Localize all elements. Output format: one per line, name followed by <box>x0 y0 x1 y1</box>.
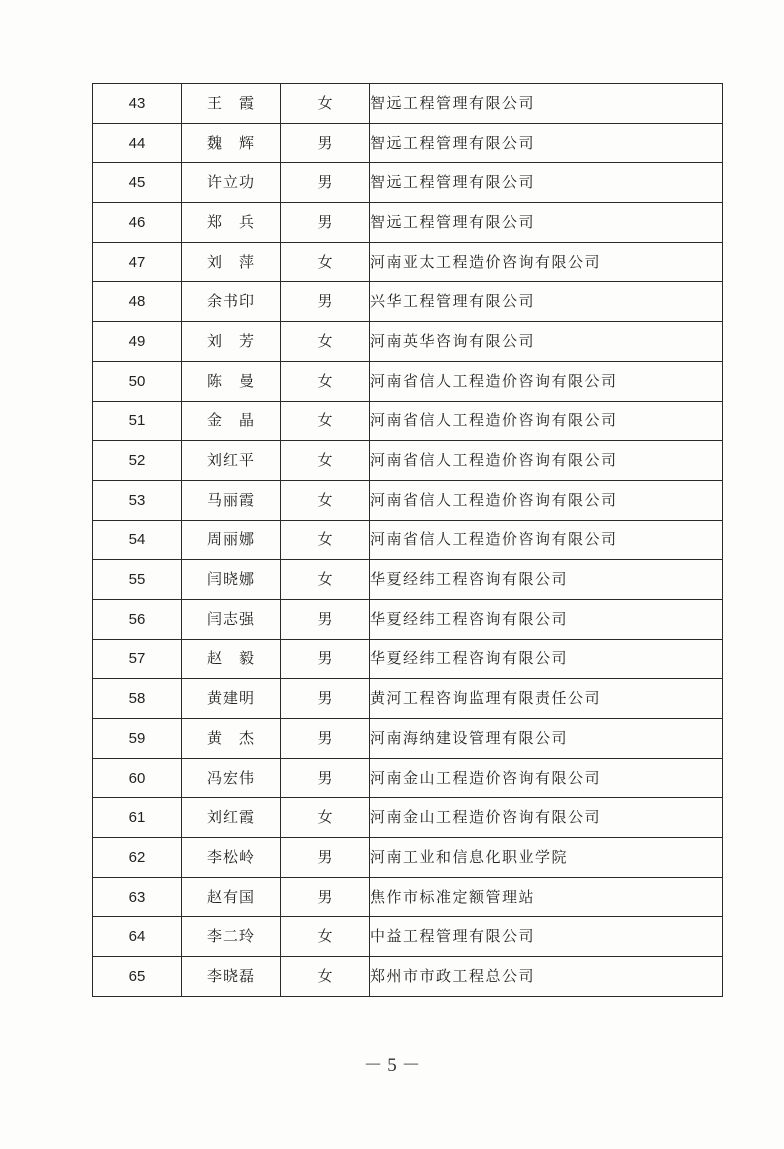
gender-cell: 女 <box>281 917 370 957</box>
gender-cell: 女 <box>281 957 370 997</box>
gender-cell: 女 <box>281 480 370 520</box>
row-number-cell: 58 <box>93 679 182 719</box>
row-number-cell: 48 <box>93 282 182 322</box>
roster-table-body <box>93 84 723 997</box>
table-row <box>93 480 723 520</box>
organization-cell: 河南工业和信息化职业学院 <box>370 838 723 878</box>
name-cell: 许立功 <box>182 163 281 203</box>
organization-cell: 智远工程管理有限公司 <box>370 123 723 163</box>
name-cell: 刘红平 <box>182 441 281 481</box>
row-number-cell: 63 <box>93 877 182 917</box>
name-cell: 刘红霞 <box>182 798 281 838</box>
table-row <box>93 123 723 163</box>
organization-cell: 河南金山工程造价咨询有限公司 <box>370 798 723 838</box>
organization-cell: 河南省信人工程造价咨询有限公司 <box>370 401 723 441</box>
gender-cell: 男 <box>281 203 370 243</box>
table-row <box>93 679 723 719</box>
roster-table <box>92 83 723 997</box>
table-row <box>93 163 723 203</box>
row-number-cell: 54 <box>93 520 182 560</box>
row-number-cell: 47 <box>93 242 182 282</box>
row-number-cell: 61 <box>93 798 182 838</box>
row-number-cell: 49 <box>93 322 182 362</box>
gender-cell: 男 <box>281 719 370 759</box>
organization-cell: 河南省信人工程造价咨询有限公司 <box>370 480 723 520</box>
gender-cell: 女 <box>281 84 370 124</box>
name-cell: 郑 兵 <box>182 203 281 243</box>
organization-cell: 智远工程管理有限公司 <box>370 84 723 124</box>
name-cell: 陈 曼 <box>182 361 281 401</box>
name-cell: 魏 辉 <box>182 123 281 163</box>
table-row <box>93 282 723 322</box>
gender-cell: 女 <box>281 441 370 481</box>
organization-cell: 河南省信人工程造价咨询有限公司 <box>370 361 723 401</box>
row-number-cell: 60 <box>93 758 182 798</box>
gender-cell: 男 <box>281 163 370 203</box>
name-cell: 刘 萍 <box>182 242 281 282</box>
gender-cell: 男 <box>281 679 370 719</box>
name-cell: 李晓磊 <box>182 957 281 997</box>
table-row <box>93 361 723 401</box>
organization-cell: 河南金山工程造价咨询有限公司 <box>370 758 723 798</box>
gender-cell: 女 <box>281 560 370 600</box>
gender-cell: 男 <box>281 599 370 639</box>
row-number-cell: 51 <box>93 401 182 441</box>
table-row <box>93 917 723 957</box>
gender-cell: 男 <box>281 282 370 322</box>
row-number-cell: 59 <box>93 719 182 759</box>
table-row <box>93 203 723 243</box>
organization-cell: 黄河工程咨询监理有限责任公司 <box>370 679 723 719</box>
organization-cell: 焦作市标准定额管理站 <box>370 877 723 917</box>
row-number-cell: 46 <box>93 203 182 243</box>
row-number-cell: 65 <box>93 957 182 997</box>
row-number-cell: 43 <box>93 84 182 124</box>
table-row <box>93 441 723 481</box>
organization-cell: 中益工程管理有限公司 <box>370 917 723 957</box>
row-number-cell: 62 <box>93 838 182 878</box>
row-number-cell: 55 <box>93 560 182 600</box>
gender-cell: 男 <box>281 123 370 163</box>
organization-cell: 河南省信人工程造价咨询有限公司 <box>370 441 723 481</box>
name-cell: 周丽娜 <box>182 520 281 560</box>
row-number-cell: 53 <box>93 480 182 520</box>
organization-cell: 智远工程管理有限公司 <box>370 163 723 203</box>
row-number-cell: 52 <box>93 441 182 481</box>
organization-cell: 华夏经纬工程咨询有限公司 <box>370 599 723 639</box>
row-number-cell: 45 <box>93 163 182 203</box>
organization-cell: 河南亚太工程造价咨询有限公司 <box>370 242 723 282</box>
table-row <box>93 560 723 600</box>
gender-cell: 男 <box>281 639 370 679</box>
name-cell: 冯宏伟 <box>182 758 281 798</box>
name-cell: 闫志强 <box>182 599 281 639</box>
name-cell: 闫晓娜 <box>182 560 281 600</box>
name-cell: 金 晶 <box>182 401 281 441</box>
page-number: － 5 － <box>363 1055 421 1076</box>
table-row <box>93 719 723 759</box>
gender-cell: 女 <box>281 361 370 401</box>
organization-cell: 河南英华咨询有限公司 <box>370 322 723 362</box>
gender-cell: 男 <box>281 758 370 798</box>
table-row <box>93 520 723 560</box>
table-row <box>93 639 723 679</box>
row-number-cell: 56 <box>93 599 182 639</box>
table-row <box>93 599 723 639</box>
table-row <box>93 838 723 878</box>
table-row <box>93 242 723 282</box>
gender-cell: 女 <box>281 798 370 838</box>
name-cell: 马丽霞 <box>182 480 281 520</box>
name-cell: 刘 芳 <box>182 322 281 362</box>
name-cell: 李二玲 <box>182 917 281 957</box>
organization-cell: 河南海纳建设管理有限公司 <box>370 719 723 759</box>
name-cell: 余书印 <box>182 282 281 322</box>
organization-cell: 华夏经纬工程咨询有限公司 <box>370 639 723 679</box>
table-row <box>93 322 723 362</box>
name-cell: 黄 杰 <box>182 719 281 759</box>
row-number-cell: 64 <box>93 917 182 957</box>
organization-cell: 华夏经纬工程咨询有限公司 <box>370 560 723 600</box>
row-number-cell: 57 <box>93 639 182 679</box>
organization-cell: 河南省信人工程造价咨询有限公司 <box>370 520 723 560</box>
gender-cell: 女 <box>281 520 370 560</box>
name-cell: 赵有国 <box>182 877 281 917</box>
row-number-cell: 44 <box>93 123 182 163</box>
table-row <box>93 401 723 441</box>
table-row <box>93 798 723 838</box>
gender-cell: 男 <box>281 838 370 878</box>
row-number-cell: 50 <box>93 361 182 401</box>
name-cell: 赵 毅 <box>182 639 281 679</box>
organization-cell: 智远工程管理有限公司 <box>370 203 723 243</box>
table-row <box>93 957 723 997</box>
gender-cell: 女 <box>281 242 370 282</box>
table-row <box>93 758 723 798</box>
table-row <box>93 877 723 917</box>
name-cell: 李松岭 <box>182 838 281 878</box>
gender-cell: 女 <box>281 322 370 362</box>
organization-cell: 兴华工程管理有限公司 <box>370 282 723 322</box>
gender-cell: 女 <box>281 401 370 441</box>
gender-cell: 男 <box>281 877 370 917</box>
organization-cell: 郑州市市政工程总公司 <box>370 957 723 997</box>
table-row <box>93 84 723 124</box>
name-cell: 王 霞 <box>182 84 281 124</box>
name-cell: 黄建明 <box>182 679 281 719</box>
